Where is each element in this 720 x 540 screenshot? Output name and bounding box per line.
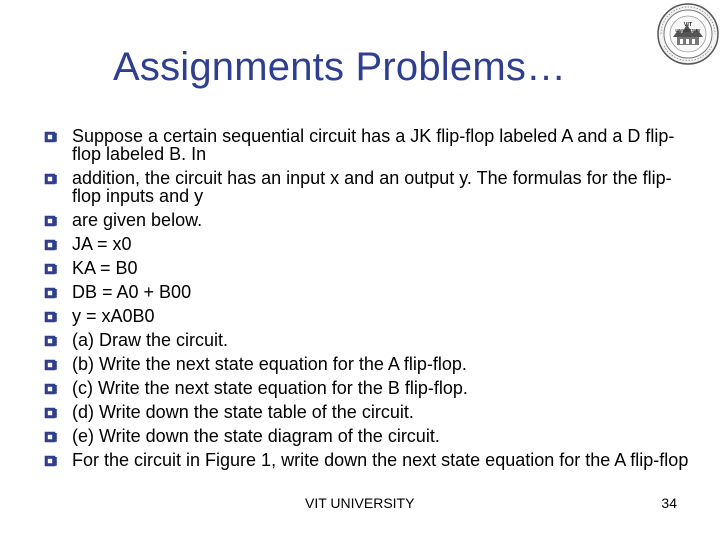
bullet-text: For the circuit in Figure 1, write down the next state equation for the A flip-flop [72,450,689,470]
bullet-text: addition, the circuit has an input x and an output y. The formulas for the flip-flop inputs and y [72,168,672,206]
page-number: 34 [661,495,677,511]
slide-title: Assignments Problems… [113,45,567,89]
hollow-square-bullet-icon [44,407,57,419]
hollow-square-bullet-icon [44,287,57,299]
bullet-text: (c) Write the next state equation for the B flip-flop. [72,378,468,398]
bullet-item [44,259,694,277]
bullet-item [44,283,694,301]
hollow-square-bullet-icon [44,131,57,143]
bullet-item [44,211,694,229]
bullet-text: y = xA0B0 [72,306,155,326]
hollow-square-bullet-icon [44,431,57,443]
bullet-text: JA = x0 [72,234,132,254]
bullet-item [44,235,694,253]
hollow-square-bullet-icon [44,263,57,275]
bullet-text: KA = B0 [72,258,138,278]
bullet-item [44,127,694,163]
bullet-text: Suppose a certain sequential circuit has a JK flip-flop labeled A and a D flip-flop labeled B. In [72,126,675,164]
assignment-bullet-list [44,127,694,475]
hollow-square-bullet-icon [44,383,57,395]
hollow-square-bullet-icon [44,215,57,227]
bullet-text: are given below. [72,210,203,230]
bullet-text: (d) Write down the state table of the circuit. [72,402,414,422]
university-seal-icon [656,2,720,66]
bullet-text: (a) Draw the circuit. [72,330,229,350]
bullet-item [44,379,694,397]
bullet-item [44,307,694,325]
bullet-text: DB = A0 + B00 [72,282,192,302]
bullet-item [44,403,694,421]
bullet-item [44,331,694,349]
bullet-text: (e) Write down the state diagram of the circuit. [72,426,440,446]
bullet-item [44,451,694,469]
hollow-square-bullet-icon [44,335,57,347]
footer-text: VIT UNIVERSITY [305,495,415,511]
hollow-square-bullet-icon [44,311,57,323]
bullet-text: (b) Write the next state equation for the A flip-flop. [72,354,467,374]
hollow-square-bullet-icon [44,455,57,467]
bullet-item [44,427,694,445]
hollow-square-bullet-icon [44,173,57,185]
hollow-square-bullet-icon [44,239,57,251]
logo-text-top: VIT [683,22,693,28]
logo-text-bottom: UNIVERSITY [675,28,701,33]
bullet-item [44,355,694,373]
hollow-square-bullet-icon [44,359,57,371]
bullet-item [44,169,694,205]
